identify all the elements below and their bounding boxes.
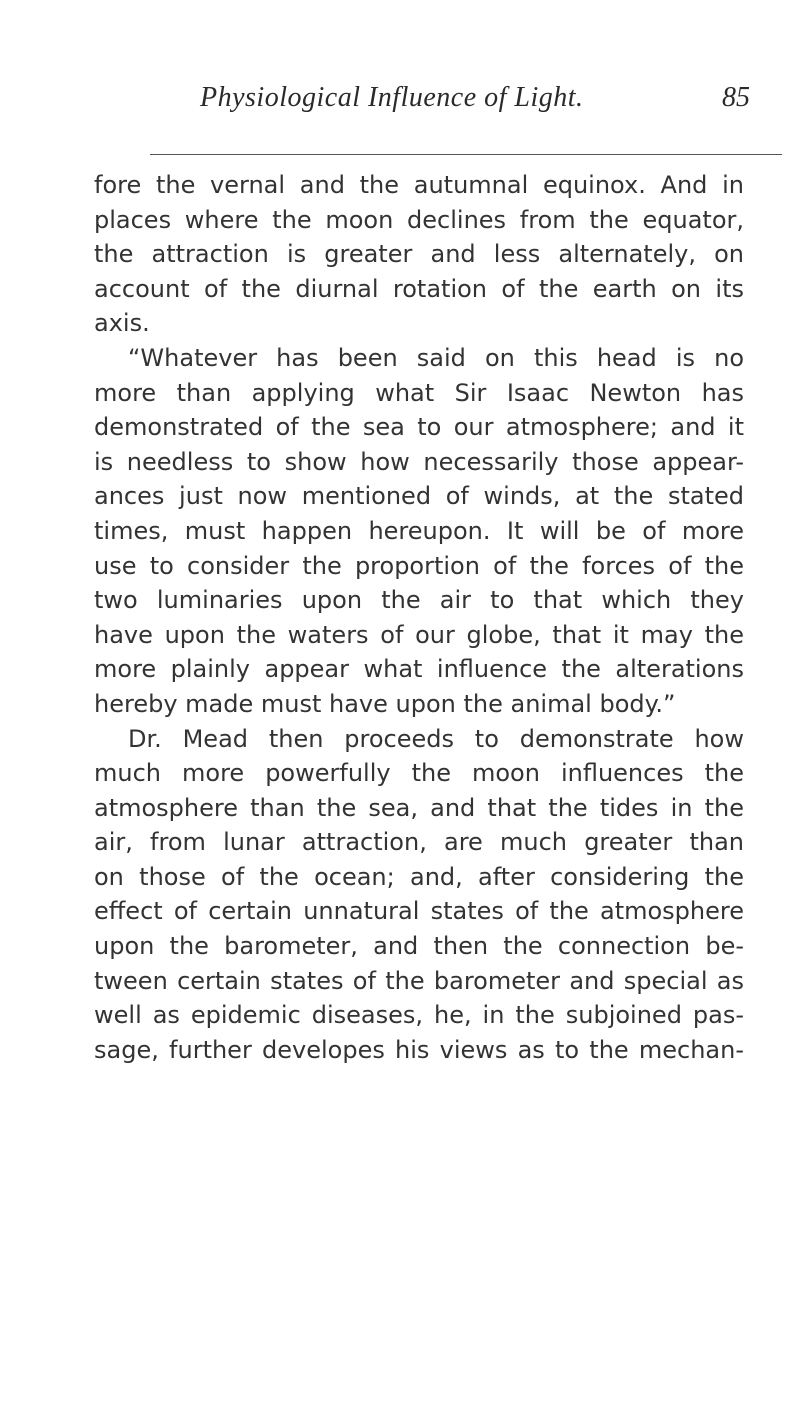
- text-line: more plainly appear what influence the alterations: [94, 655, 744, 684]
- text-line: tween certain states of the barometer and special as: [94, 966, 744, 995]
- running-head: [150, 78, 782, 118]
- text-line: ances just now mentioned of winds, at the stated: [94, 482, 744, 511]
- text-line: is needless to show how necessarily those appear-: [94, 447, 744, 476]
- text-line: demonstrated of the sea to our atmosphere; and it: [94, 413, 744, 442]
- text-line: axis.: [94, 309, 150, 338]
- text-line: upon the barometer, and then the connection be-: [94, 932, 744, 961]
- text-line: atmosphere than the sea, and that the tides in the: [94, 793, 744, 822]
- text-line: on those of the ocean; and, after considering the: [94, 862, 744, 891]
- text-line: well as epidemic diseases, he, in the subjoined pas-: [94, 1001, 744, 1030]
- text-line: two luminaries upon the air to that which they: [94, 586, 744, 615]
- text-line: hereby made must have upon the animal body.”: [94, 689, 676, 718]
- body-text: [94, 168, 744, 1067]
- running-title: Physiological Influence of Light.: [200, 82, 584, 113]
- text-line: times, must happen hereupon. It will be of more: [94, 516, 744, 545]
- text-line: more than applying what Sir Isaac Newton has: [94, 378, 744, 407]
- header-rule: [150, 154, 782, 155]
- text-line: Dr. Mead then proceeds to demonstrate how: [128, 724, 744, 753]
- text-line: the attraction is greater and less alternately, on: [94, 240, 744, 269]
- text-line: air, from lunar attraction, are much greater than: [94, 828, 744, 857]
- page-number: 85: [722, 82, 750, 113]
- text-line: effect of certain unnatural states of the atmosphere: [94, 897, 744, 926]
- text-line: have upon the waters of our globe, that it may the: [94, 620, 744, 649]
- text-line: fore the vernal and the autumnal equinox. And in: [94, 171, 744, 199]
- text-line: use to consider the proportion of the forces of the: [94, 551, 744, 580]
- text-line: account of the diurnal rotation of the earth on its: [94, 274, 744, 303]
- text-line: places where the moon declines from the equator,: [94, 205, 744, 234]
- text-line: “Whatever has been said on this head is no: [128, 343, 744, 372]
- text-line: sage, further developes his views as to the mechan-: [94, 1035, 744, 1064]
- text-line: much more powerfully the moon influences the: [94, 759, 744, 788]
